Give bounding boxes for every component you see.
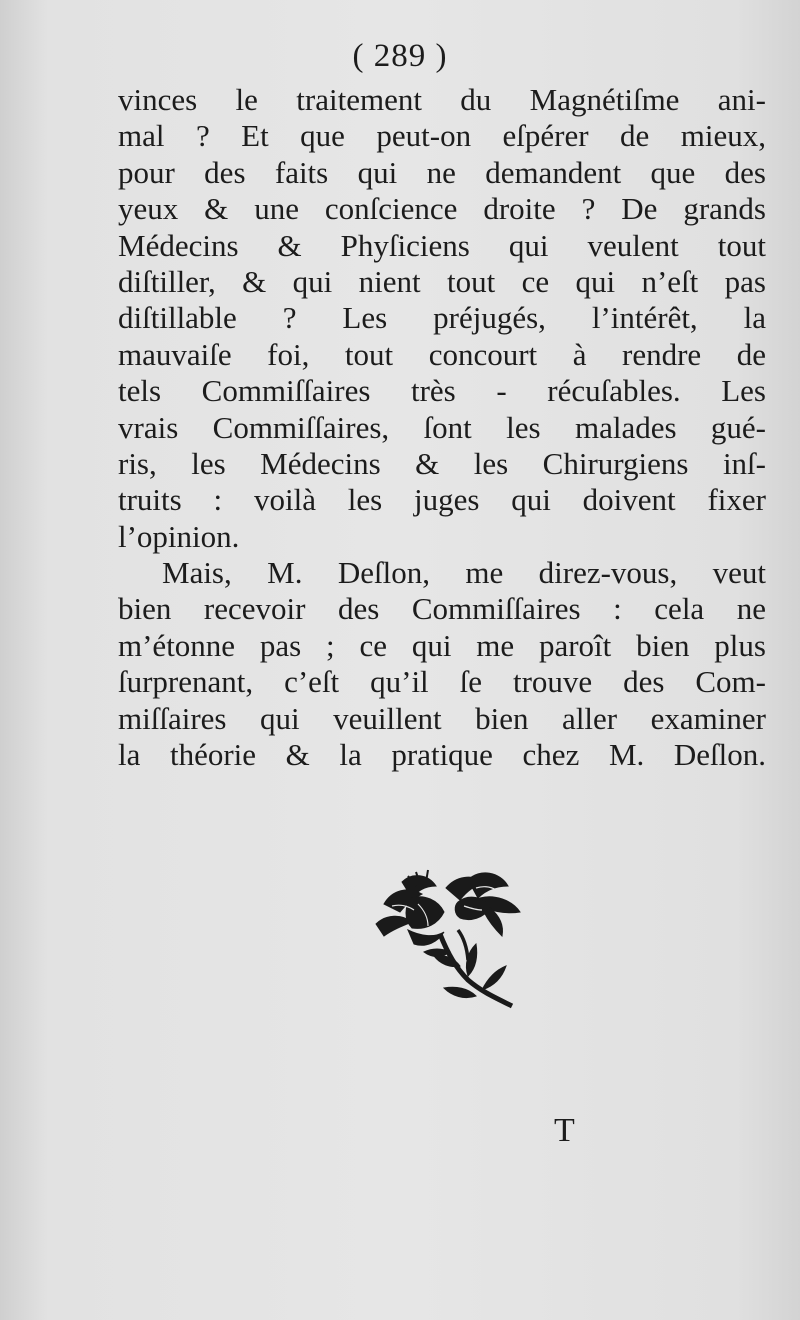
- text-line: yeux & une conſcience droite ? De grands: [118, 191, 766, 227]
- text-line: diſtiller, & qui nient tout ce qui n’eſt pas: [118, 263, 766, 299]
- text-line: mal ? Et que peut-on eſpérer de mieux,: [118, 118, 766, 154]
- lily-flower-ornament-icon: [372, 868, 524, 1010]
- text-line: vrais Commiſſaires, ſont les malades gué-: [118, 409, 766, 445]
- text-line: miſſaires qui veuillent bien aller examiner: [118, 700, 766, 736]
- body-text: [118, 82, 766, 773]
- text-line: ſurprenant, c’eſt qu’il ſe trouve des Com-: [118, 664, 766, 700]
- text-line: bien recevoir des Commiſſaires : cela ne: [118, 591, 766, 627]
- text-line: pour des faits qui ne demandent que des: [118, 154, 766, 190]
- text-line: l’opinion.: [118, 518, 240, 554]
- paragraph-1: [118, 82, 766, 555]
- text-line: diſtillable ? Les préjugés, l’intérêt, la: [118, 300, 766, 336]
- text-line: la théorie & la pratique chez M. Deſlon.: [118, 737, 766, 773]
- text-line: ris, les Médecins & les Chirurgiens inſ-: [118, 445, 766, 481]
- page-number: ( 289 ): [352, 38, 448, 74]
- text-line: mauvaiſe foi, tout concourt à rendre de: [118, 336, 766, 372]
- text-line: m’étonne pas ; ce qui me paroît bien plus: [118, 627, 766, 663]
- signature-mark: T: [554, 1112, 575, 1149]
- text-line: vinces le traitement du Magnétiſme ani-: [118, 82, 766, 117]
- text-line: truits : voilà les juges qui doivent fixer: [118, 482, 766, 518]
- text-line: tels Commiſſaires très - récuſables. Les: [118, 373, 766, 409]
- text-line: Mais, M. Deſlon, me direz-vous, veut: [162, 555, 766, 591]
- paragraph-2: [118, 555, 766, 773]
- text-line: Médecins & Phyſiciens qui veulent tout: [118, 227, 766, 263]
